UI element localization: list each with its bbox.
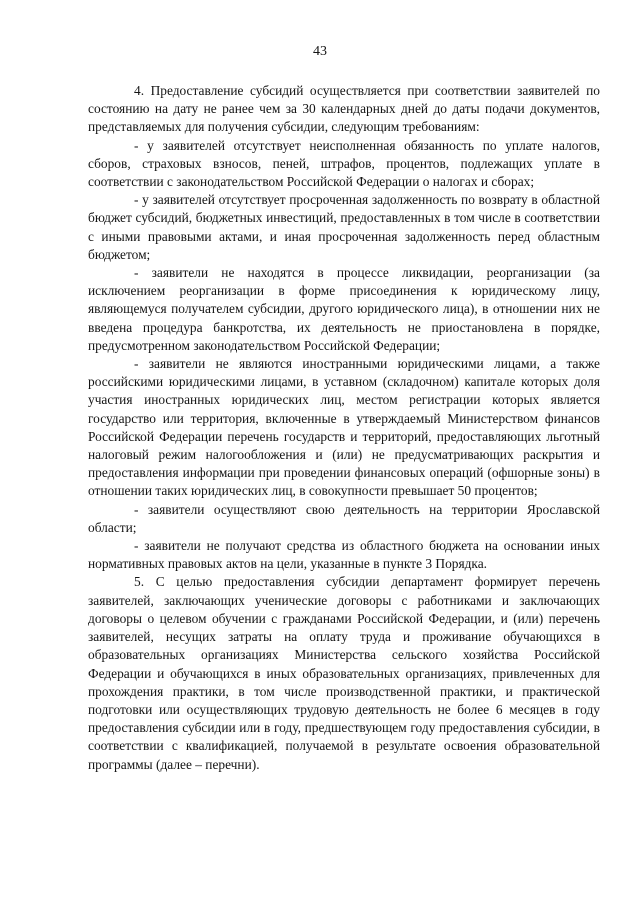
requirement-no-tax-debt: - у заявителей отсутствует неисполненная обязанность по уплате налогов, сборов, страховых взносов, пеней, штрафов, процентов, подлежащих уплате в соответствии с законодательством Российской Федерации о налогах и сборах;	[88, 137, 600, 190]
document-body	[88, 82, 600, 774]
page-number: 43	[313, 44, 327, 59]
requirement-no-other-funds: - заявители не получают средства из областного бюджета на основании иных нормативных правовых актов на цели, указанные в пункте 3 Порядка.	[88, 538, 600, 572]
requirement-not-foreign: - заявители не являются иностранными юридическими лицами, а также российскими юридическими лицами, в уставном (складочном) капитале которых доля участия иностранных юридических лиц, местом регистрации которых является государство или территория, включенные в утверждаемый Министерством финансов Российской Федерации перечень государств и территорий, предоставляющих льготный налоговый режим налогообложения и (или) не предусматривающих раскрытия и предоставления информации при проведении финансовых операций (офшорные зоны) в отношении таких юридических лиц, в совокупности превышает 50 процентов;	[88, 356, 600, 499]
paragraph-4-intro: 4. Предоставление субсидий осуществляется при соответствии заявителей по состоянию на дату не ранее чем за 30 календарных дней до даты подачи документов, представляемых для получения субсидии, следующим требованиям:	[88, 83, 600, 135]
requirement-yaroslavl-territory: - заявители осуществляют свою деятельность на территории Ярославской области;	[88, 501, 600, 535]
paragraph-5: 5. С целью предоставления субсидии департамент формирует перечень заявителей, заключающих ученические договоры с работниками и заключающих договоры о целевом обучении с гражданами Российской Федерации, и (или) перечень заявителей, несущих затраты на оплату труда и проживание обучающихся в образовательных организациях Министерства сельского хозяйства Российской Федерации и обучающихся в иных образовательных организациях, привлеченных для прохождения практики, в том числе производственной практики, и практической подготовки или осуществляющих трудовую деятельность не более 6 месяцев в году предоставления субсидии или в году, предшествующем году предоставления субсидии, в соответствии с квалификацией, получаемой в результате освоения образовательной программы (далее – перечни).	[88, 574, 600, 772]
requirement-no-liquidation: - заявители не находятся в процессе ликвидации, реорганизации (за исключением реорганизации в форме присоединения к юридическому лицу, являющемуся получателем субсидии, другого юридического лица), в отношении них не введена процедура банкротства, их деятельность не приостановлена в порядке, предусмотренном законодательством Российской Федерации;	[88, 265, 600, 353]
requirement-no-budget-debt: - у заявителей отсутствует просроченная задолженность по возврату в областной бюджет субсидий, бюджетных инвестиций, предоставленных в том числе в соответствии с иными правовыми актами, и иная просроченная задолженность перед областным бюджетом;	[88, 192, 600, 262]
